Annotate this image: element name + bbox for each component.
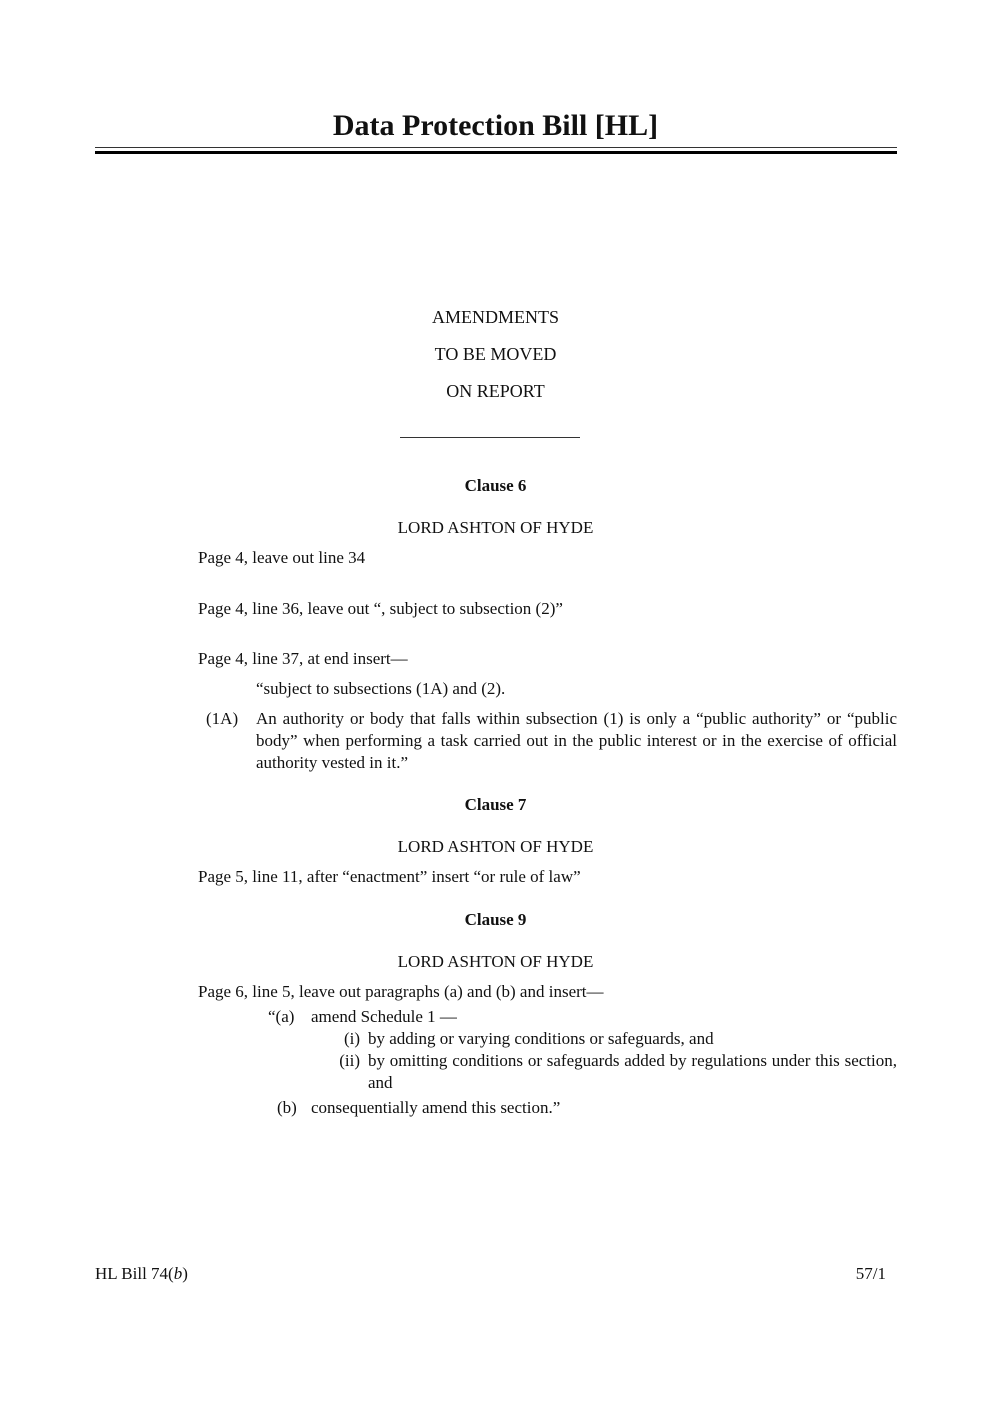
- inserted-text: “subject to subsections (1A) and (2).: [256, 679, 506, 698]
- amendment: Page 4, leave out line 34: [198, 548, 366, 567]
- clause-6-heading: Clause 6: [464, 476, 527, 495]
- section-divider: [400, 437, 580, 438]
- amendment: Page 4, line 37, at end insert—: [198, 649, 408, 668]
- bill-number: [95, 1263, 188, 1285]
- bill-number-prefix: HL Bill 74(: [95, 1264, 174, 1283]
- bill-number-suffix: ): [182, 1264, 188, 1283]
- amendment: Page 6, line 5, leave out paragraphs (a) and (b) and insert—: [198, 982, 604, 1001]
- page-reference: 57/1: [855, 1264, 886, 1283]
- intro-on-report: ON REPORT: [446, 381, 545, 401]
- clause-7-heading: Clause 7: [464, 795, 527, 814]
- amendment: Page 5, line 11, after “enactment” insert “or rule of law”: [198, 867, 581, 886]
- subsection-text: An authority or body that falls within subsection (1) is only a “public authority” or “public body” when performing a task carried out in the public interest or in the exercise of official authority vested in it.”: [256, 709, 897, 772]
- bill-number-letter: b: [173, 1264, 183, 1283]
- paragraph-a-label: “(a): [268, 1007, 295, 1026]
- paragraph-a-text: amend Schedule 1 —: [311, 1007, 457, 1026]
- intro-to-be-moved: TO BE MOVED: [434, 344, 557, 364]
- subparagraph-ii-label: (ii): [339, 1051, 360, 1070]
- clause-9-mover: LORD ASHTON OF HYDE: [397, 952, 594, 971]
- clause-7-mover: LORD ASHTON OF HYDE: [397, 837, 594, 856]
- amendment: Page 4, line 36, leave out “, subject to subsection (2)”: [198, 599, 563, 618]
- title-rule-thick: [95, 151, 897, 154]
- title-rule-thin: [95, 147, 897, 148]
- paragraph-b-text: consequentially amend this section.”: [311, 1098, 561, 1117]
- clause-6-mover: LORD ASHTON OF HYDE: [397, 518, 594, 537]
- subparagraph-i-text: by adding or varying conditions or safeguards, and: [368, 1029, 714, 1048]
- subparagraph-ii-text: by omitting conditions or safeguards added by regulations under this section, and: [368, 1051, 897, 1092]
- clause-9-heading: Clause 9: [464, 910, 527, 929]
- subsection-label: (1A): [206, 709, 239, 728]
- intro-amendments: AMENDMENTS: [431, 307, 559, 327]
- document-title: Data Protection Bill [HL]: [332, 109, 659, 142]
- paragraph-b-label: (b): [277, 1098, 297, 1117]
- subparagraph-i-label: (i): [343, 1029, 360, 1048]
